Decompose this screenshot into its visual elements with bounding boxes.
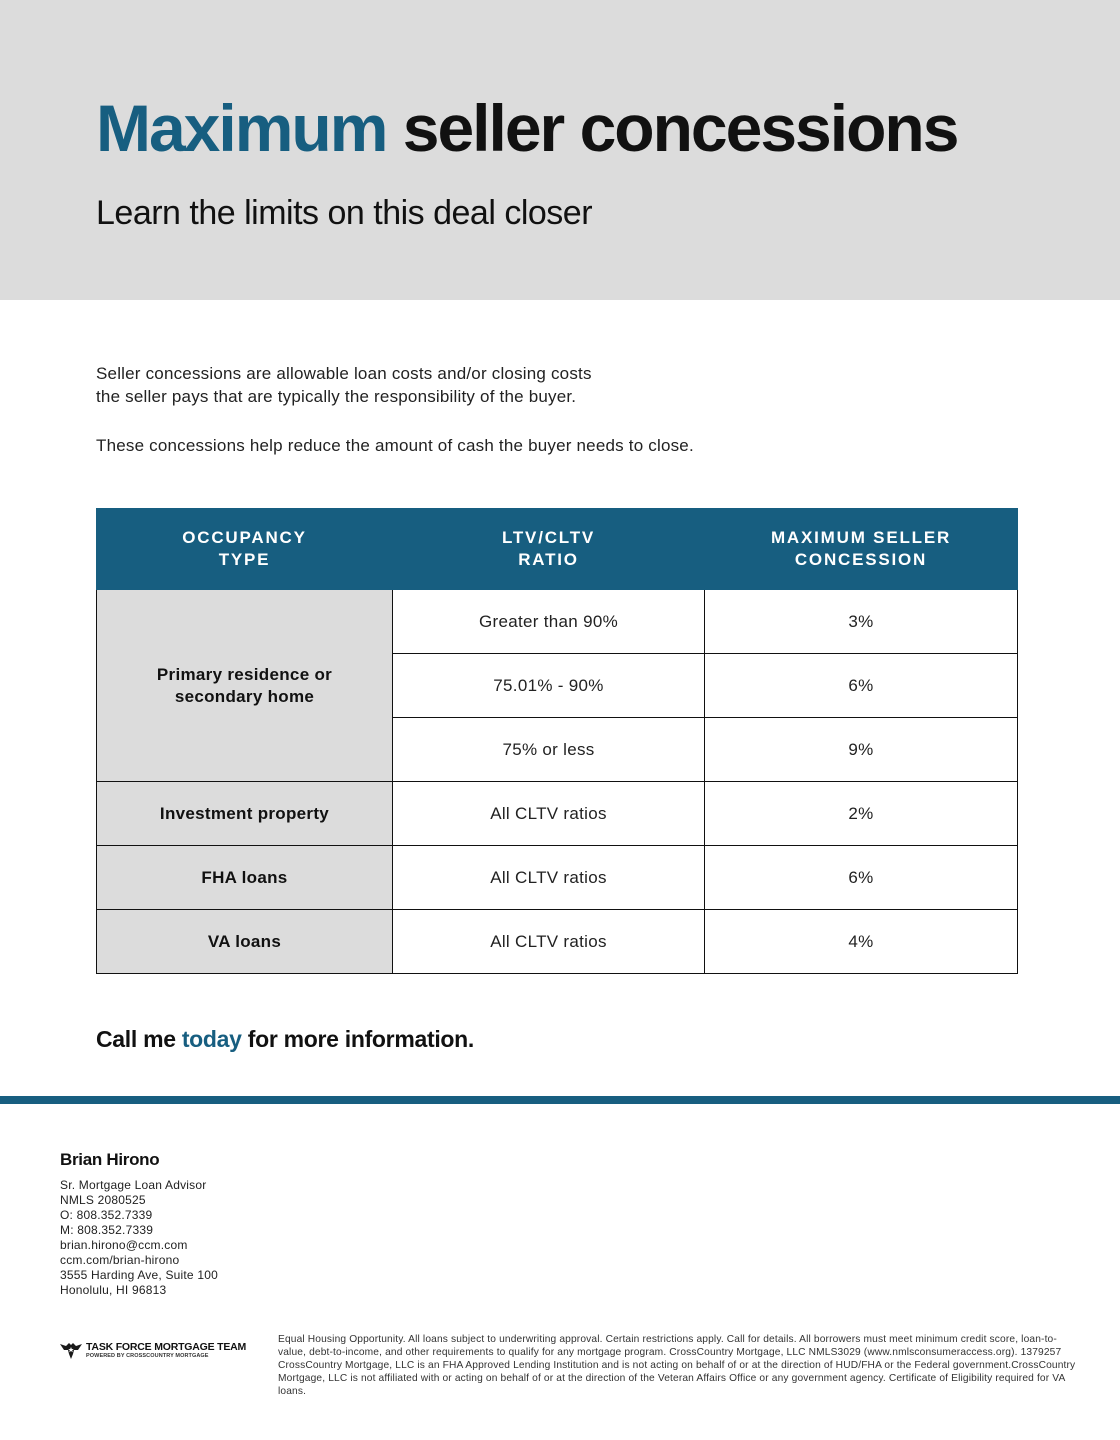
cta-accent: today	[181, 1026, 242, 1052]
address-line-1: 3555 Harding Ave, Suite 100	[60, 1268, 218, 1282]
occupancy-cell: Investment property	[97, 782, 393, 846]
concession-cell: 2%	[705, 782, 1018, 846]
cta-before: Call me	[96, 1026, 182, 1052]
cta-after: for more information.	[241, 1026, 475, 1052]
contact-block	[60, 1150, 218, 1298]
concession-cell: 6%	[705, 654, 1018, 718]
occupancy-cell: FHA loans	[97, 846, 393, 910]
header-ltv-ratio: LTV/CLTV RATIO	[393, 509, 705, 590]
logo-name: TASK FORCE MORTGAGE TEAM	[86, 1340, 247, 1353]
intro-line-1: Seller concessions are allowable loan costs and/or closing costs	[96, 364, 592, 383]
ratio-cell: 75.01% - 90%	[393, 654, 705, 718]
ratio-cell: Greater than 90%	[393, 590, 705, 654]
footer-divider	[0, 1096, 1120, 1104]
page-title	[96, 88, 957, 168]
ratio-cell: All CLTV ratios	[393, 910, 705, 974]
logo-tagline: POWERED BY CROSSCOUNTRY MORTGAGE	[86, 1352, 209, 1359]
intro-paragraph-1	[96, 362, 856, 408]
mobile-phone[interactable]: M: 808.352.7339	[60, 1223, 154, 1237]
eagle-icon	[60, 1340, 82, 1360]
header-occupancy-type: OCCUPANCY TYPE	[97, 509, 393, 590]
concession-cell: 6%	[705, 846, 1018, 910]
intro-line-2: the seller pays that are typically the responsibility of the buyer.	[96, 387, 577, 406]
advisor-name: Brian Hirono	[60, 1150, 160, 1169]
ratio-cell: All CLTV ratios	[393, 846, 705, 910]
header-max-concession: MAXIMUM SELLER CONCESSION	[705, 509, 1018, 590]
concession-cell: 4%	[705, 910, 1018, 974]
website-link[interactable]: ccm.com/brian-hirono	[60, 1253, 180, 1267]
occupancy-cell-primary: Primary residence or secondary home	[97, 590, 393, 782]
advisor-nmls: NMLS 2080525	[60, 1193, 146, 1207]
company-logo	[60, 1340, 246, 1360]
intro-paragraph-2: These concessions help reduce the amount of cash the buyer needs to close.	[96, 436, 694, 455]
legal-disclaimer: Equal Housing Opportunity. All loans subject to underwriting approval. Certain restrictions apply. Call for details. All borrowers must meet minimum credit score, loan-to-value, debt-to-income, and other requirements to qualify for any mortgage program. CrossCountry Mortgage, LLC NMLS3029 (www.nmlsconsumeraccess.org). 1379257 CrossCountry Mortgage, LLC is an FHA Approved Lending Institution and is not acting on behalf of or at the direction of HUD/FHA or the Federal government.CrossCountry Mortgage, LLC is not affiliated with or acting on behalf of or at the direction of the Veteran Affairs Office or any government agency. Certificate of Eligibility required for VA loans.	[278, 1334, 1076, 1397]
address-line-2: Honolulu, HI 96813	[60, 1283, 167, 1297]
concession-cell: 3%	[705, 590, 1018, 654]
table-row	[97, 782, 1018, 846]
table-row	[97, 846, 1018, 910]
title-rest: seller concessions	[402, 91, 958, 165]
table-row	[97, 590, 1018, 654]
intro-text	[96, 362, 856, 457]
office-phone[interactable]: O: 808.352.7339	[60, 1208, 153, 1222]
advisor-title: Sr. Mortgage Loan Advisor	[60, 1178, 207, 1192]
page-subtitle: Learn the limits on this deal closer	[96, 194, 593, 232]
concession-cell: 9%	[705, 718, 1018, 782]
ratio-cell: 75% or less	[393, 718, 705, 782]
table-header-row	[97, 509, 1018, 590]
concessions-table	[96, 508, 1018, 974]
title-accent: Maximum	[96, 91, 387, 165]
call-to-action	[96, 1026, 474, 1053]
ratio-cell: All CLTV ratios	[393, 782, 705, 846]
occupancy-cell: VA loans	[97, 910, 393, 974]
email-link[interactable]: brian.hirono@ccm.com	[60, 1238, 188, 1252]
table-row	[97, 910, 1018, 974]
